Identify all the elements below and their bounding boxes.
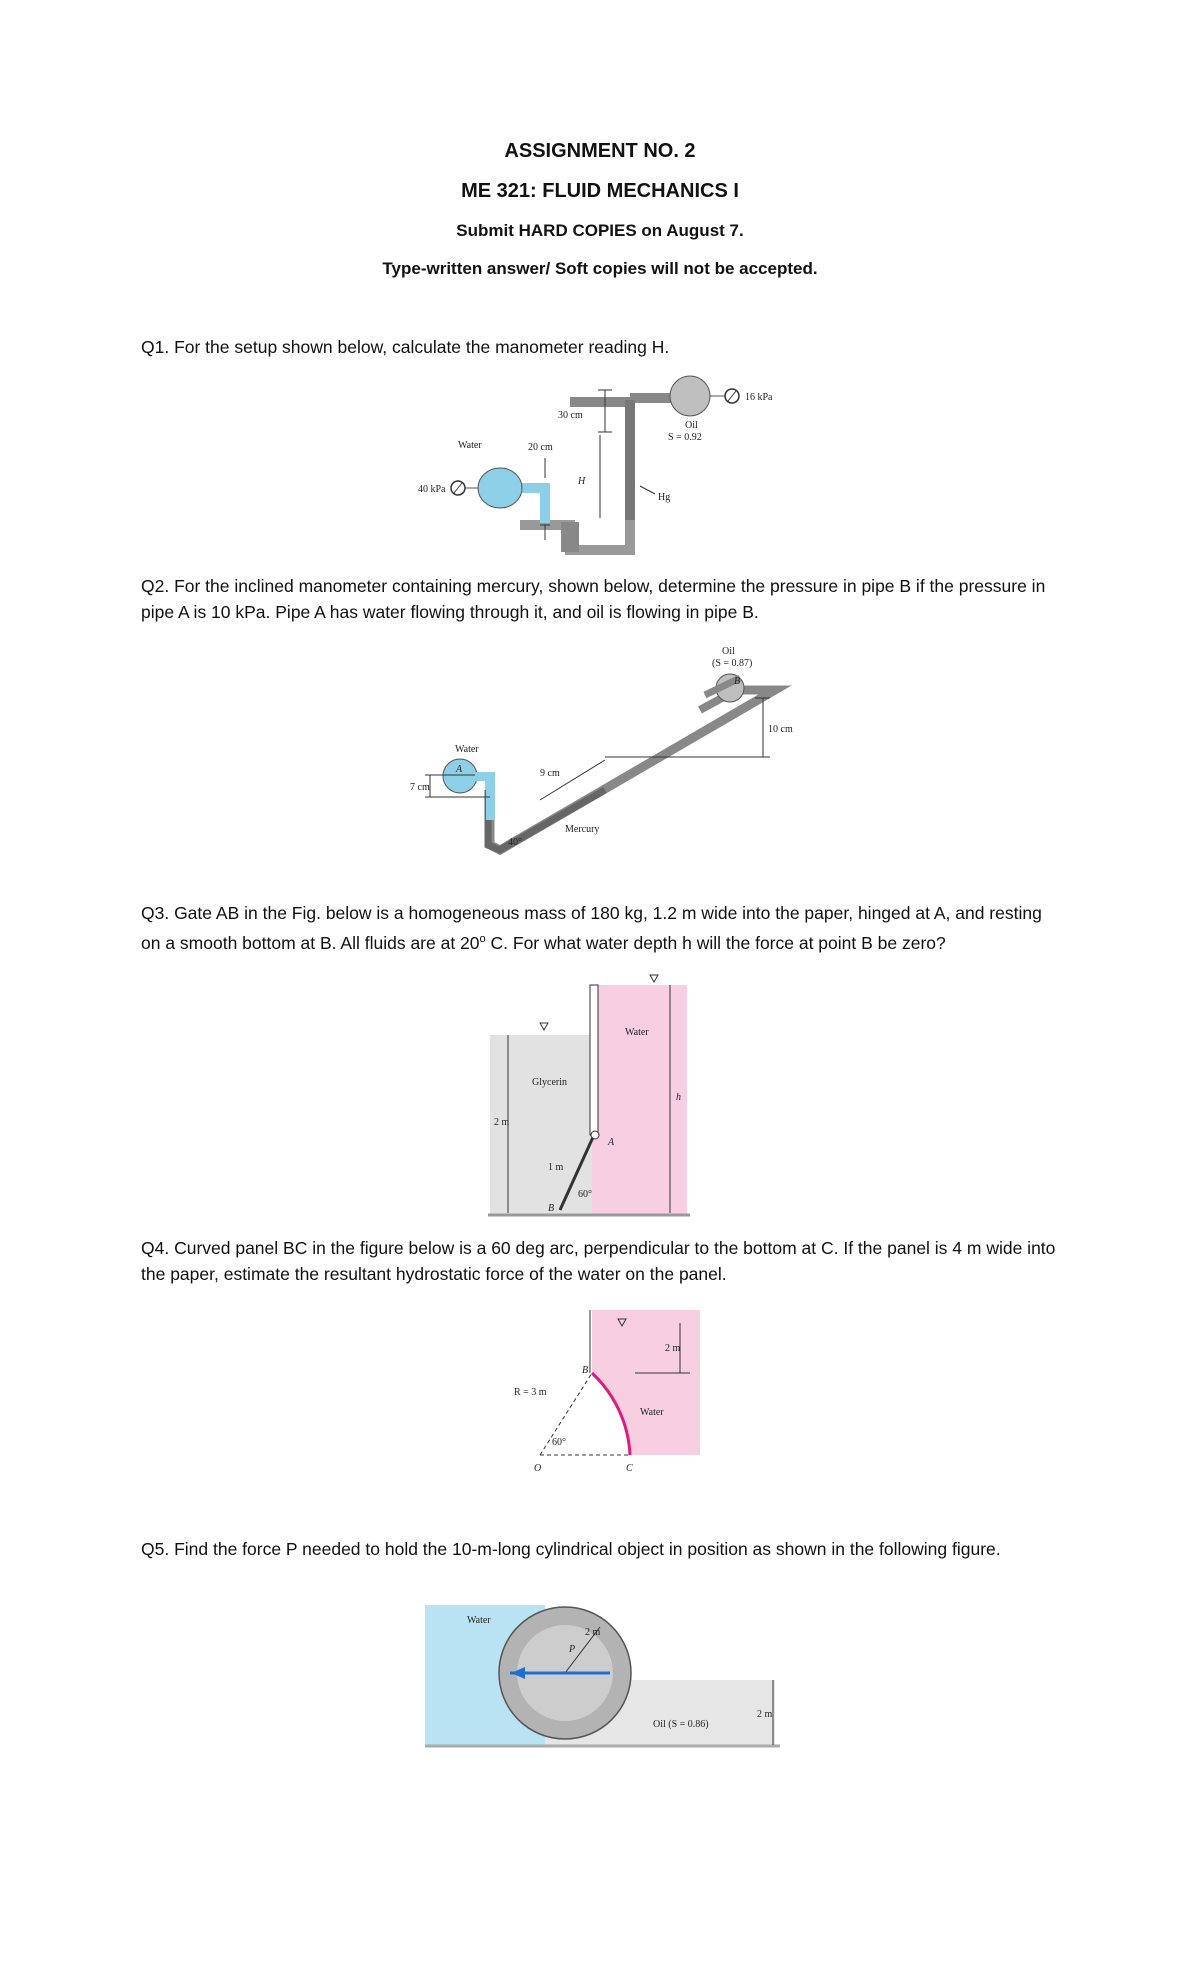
q4-c-label: C: [626, 1463, 633, 1474]
q5-2m-label: 2 m: [757, 1709, 773, 1720]
q4-curved-panel-figure: [500, 1305, 720, 1485]
q1-manometer-figure: [400, 370, 820, 560]
q1-20cm-label: 20 cm: [528, 442, 553, 453]
q1-specific-gravity-label: S = 0.92: [668, 432, 702, 443]
q2-a-label: A: [456, 764, 463, 775]
q2-b-label: B: [734, 676, 741, 687]
course-title: ME 321: FLUID MECHANICS I: [461, 180, 739, 202]
q2-specific-gravity-label: (S = 0.87): [712, 658, 753, 669]
q3-water-label: Water: [625, 1027, 649, 1038]
q4-water-label: Water: [640, 1407, 664, 1418]
q1-oil-label: Oil: [685, 420, 698, 431]
q3-2m-label: 2 m: [494, 1117, 510, 1128]
q3-gate-figure: [480, 975, 720, 1220]
q3-text-main: Q3. Gate AB in the Fig. below is a homogeneous mass of 180 kg, 1.2 m wide into the paper, hinged at A, and resting on a smooth bottom at B. All fluids are at 20: [141, 903, 1042, 953]
q1-16kpa-label: 16 kPa: [745, 392, 773, 403]
q3-a-label: A: [608, 1137, 615, 1148]
question-2-text: Q2. For the inclined manometer containing mercury, shown below, determine the pressure in pipe B if the pressure in pipe A is 10 kPa. Pipe A has water flowing through it, and oil is flowing in pipe B.: [141, 576, 1046, 622]
q3-1m-label: 1 m: [548, 1162, 564, 1173]
q1-water-label: Water: [458, 440, 482, 451]
q5-oil-label: Oil (S = 0.86): [653, 1719, 709, 1730]
question-4-text: Q4. Curved panel BC in the figure below is a 60 deg arc, perpendicular to the bottom at C. If the panel is 4 m wide into the paper, estimate the resultant hydrostatic force of the water on the panel.: [141, 1238, 1056, 1284]
q1-h-label: H: [578, 476, 586, 487]
q5-radius-label: 2 m: [585, 1627, 601, 1638]
submission-note: Submit HARD COPIES on August 7.: [456, 221, 744, 240]
q2-water-label: Water: [455, 744, 479, 755]
q2-7cm-label: 7 cm: [410, 782, 430, 793]
q1-hg-label: Hg: [658, 492, 671, 503]
q2-oil-label: Oil: [722, 646, 735, 657]
q5-water-label: Water: [467, 1615, 491, 1626]
q3-60deg-label: 60°: [578, 1189, 592, 1200]
q5-cylinder-figure: [425, 1605, 785, 1750]
q2-9cm-label: 9 cm: [540, 768, 560, 779]
assignment-title: ASSIGNMENT NO. 2: [504, 140, 696, 162]
q4-o-label: O: [534, 1463, 542, 1474]
q3-h-label: h: [676, 1092, 681, 1103]
q2-10cm-label: 10 cm: [768, 724, 793, 735]
q1-40kpa-label: 40 kPa: [418, 484, 446, 495]
question-5-text: Q5. Find the force P needed to hold the 10-m-long cylindrical object in position as shown in the following figure.: [141, 1539, 1001, 1559]
q4-b-label: B: [582, 1365, 589, 1376]
q2-inclined-manometer-figure: [400, 640, 820, 860]
q2-mercury-label: Mercury: [565, 824, 600, 835]
question-1-text: Q1. For the setup shown below, calculate the manometer reading H.: [141, 337, 670, 357]
q4-2m-label: 2 m: [665, 1343, 681, 1354]
q3-text-tail: C. For what water depth h will the force at point B be zero?: [485, 932, 946, 953]
q4-radius-label: R = 3 m: [514, 1387, 547, 1398]
format-note: Type-written answer/ Soft copies will not be accepted.: [382, 259, 818, 278]
q3-degree-superscript: o: [479, 933, 486, 945]
q1-30cm-label: 30 cm: [558, 410, 583, 421]
q3-b-label: B: [548, 1203, 555, 1214]
q4-60deg-label: 60°: [552, 1437, 566, 1448]
q5-force-p-label: P: [569, 1644, 576, 1655]
question-3-text: [141, 900, 1061, 956]
q3-glycerin-label: Glycerin: [532, 1077, 567, 1088]
q2-40deg-label: 40°: [508, 837, 522, 848]
